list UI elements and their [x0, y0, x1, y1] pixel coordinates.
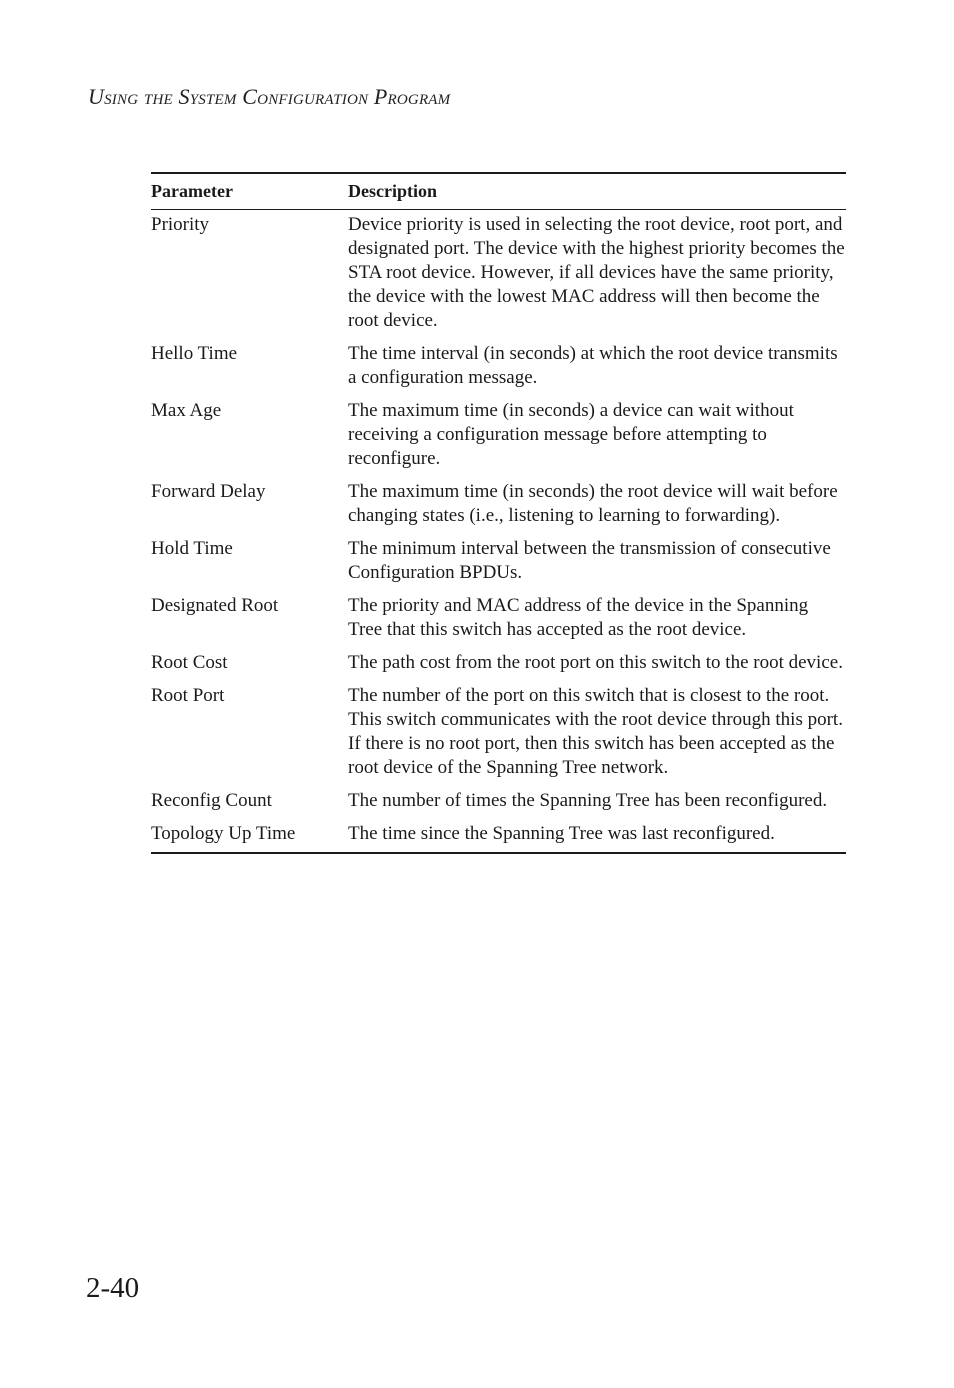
description-cell: The number of times the Spanning Tree has been reconfigured. [348, 790, 828, 811]
description-cell: The time since the Spanning Tree was last reconfigured. [348, 823, 775, 844]
description-cell: The time interval (in seconds) at which the root device transmits a configuration message. [348, 343, 838, 388]
parameter-cell: Forward Delay [151, 481, 266, 502]
table-row [151, 399, 846, 480]
table-row [151, 789, 846, 822]
parameter-cell: Reconfig Count [151, 790, 272, 811]
parameter-cell: Hold Time [151, 538, 233, 559]
description-cell: The minimum interval between the transmission of consecutive Configuration BPDUs. [348, 538, 831, 583]
table-header-row [151, 173, 846, 210]
column-header-description: Description [348, 173, 846, 210]
parameter-cell: Hello Time [151, 343, 238, 364]
parameter-cell: Max Age [151, 400, 222, 421]
running-header: Using the System Configuration Program [88, 84, 451, 109]
description-cell: The maximum time (in seconds) a device can wait without receiving a configuration message before attempting to reconfigure. [348, 400, 794, 469]
parameter-cell: Designated Root [151, 595, 279, 616]
parameter-table [151, 172, 846, 854]
table-row [151, 210, 846, 343]
description-cell: Device priority is used in selecting the root device, root port, and designated port. The device with the highest priority becomes the STA root device. However, if all devices have the same priority, the device with the lowest MAC address will then become the root device. [348, 214, 845, 331]
table-row [151, 651, 846, 684]
table-row [151, 342, 846, 399]
description-cell: The number of the port on this switch that is closest to the root. This switch communicates with the root device through this port. If there is no root port, then this switch has been accepted as the root device of the Spanning Tree network. [348, 685, 843, 778]
table-row [151, 594, 846, 651]
description-cell: The priority and MAC address of the device in the Spanning Tree that this switch has accepted as the root device. [348, 595, 809, 640]
column-header-parameter: Parameter [151, 173, 348, 210]
table-row [151, 822, 846, 853]
description-cell: The maximum time (in seconds) the root device will wait before changing states (i.e., listening to learning to forwarding). [348, 481, 838, 526]
parameter-cell: Priority [151, 214, 210, 235]
description-cell: The path cost from the root port on this switch to the root device. [348, 652, 843, 673]
parameter-cell: Topology Up Time [151, 823, 296, 844]
parameter-cell: Root Cost [151, 652, 228, 673]
table-row [151, 480, 846, 537]
page-number: 2-40 [86, 1272, 140, 1304]
table-row [151, 684, 846, 789]
table-row [151, 537, 846, 594]
parameter-cell: Root Port [151, 685, 225, 706]
